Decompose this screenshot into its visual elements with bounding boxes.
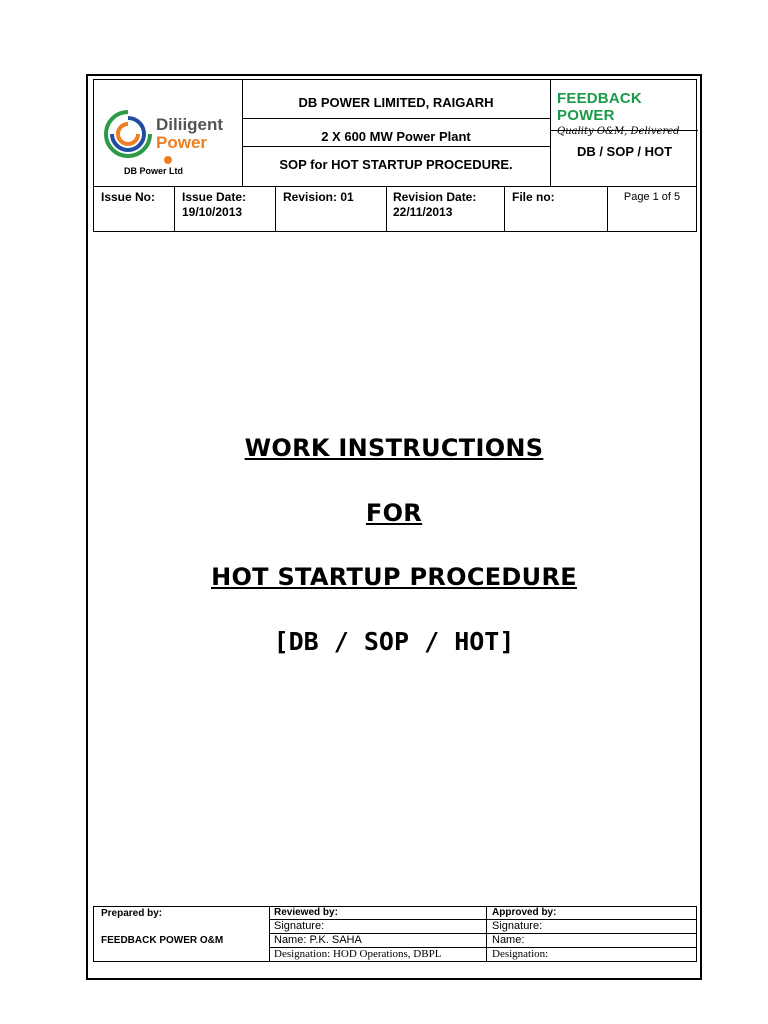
approved-signature: Signature: <box>492 920 543 932</box>
reviewed-designation: Designation: HOD Operations, DBPL <box>274 948 442 960</box>
reviewed-label: Reviewed by: <box>274 907 338 918</box>
file-no-label: File no: <box>512 190 555 204</box>
brand-line-1: Diliigent <box>156 115 224 134</box>
prepared-label: Prepared by: <box>101 908 163 919</box>
approved-name: Name: <box>492 934 525 946</box>
revision-date-value: 22/11/2013 <box>393 205 453 219</box>
issue-date-label: Issue Date: <box>182 190 247 204</box>
brand-subline: DB Power Ltd <box>124 166 184 176</box>
revision-label: Revision: 01 <box>283 190 354 204</box>
brand-line-2: Power <box>156 133 208 152</box>
title-block <box>86 0 702 1024</box>
revision-date-label: Revision Date: <box>393 190 477 204</box>
feedback-power-name: FEEDBACK POWER <box>557 90 642 124</box>
plant-name: 2 X 600 MW Power Plant <box>321 129 471 144</box>
title-procedure: HOT STARTUP PROCEDURE <box>211 563 577 591</box>
doc-code: DB / SOP / HOT <box>576 144 673 159</box>
title-work-instructions: WORK INSTRUCTIONS <box>244 434 544 462</box>
approval-table <box>93 906 697 962</box>
reviewed-name: Name: P.K. SAHA <box>274 934 362 946</box>
prepared-value: FEEDBACK POWER O&M <box>101 935 224 946</box>
feedback-power-tagline: Quality O&M, Delivered <box>557 126 680 137</box>
issue-no-label: Issue No: <box>101 190 156 204</box>
title-for: FOR <box>365 499 423 527</box>
approved-designation: Designation: <box>492 948 549 960</box>
issue-date-value: 19/10/2013 <box>182 205 243 219</box>
approved-label: Approved by: <box>492 907 557 918</box>
page-number: Page 1 of 5 <box>623 191 681 203</box>
reviewed-signature: Signature: <box>274 920 325 932</box>
sop-title: SOP for HOT STARTUP PROCEDURE. <box>279 157 513 172</box>
title-doc-code: [DB / SOP / HOT] <box>273 627 515 656</box>
company-name: DB POWER LIMITED, RAIGARH <box>298 95 494 110</box>
